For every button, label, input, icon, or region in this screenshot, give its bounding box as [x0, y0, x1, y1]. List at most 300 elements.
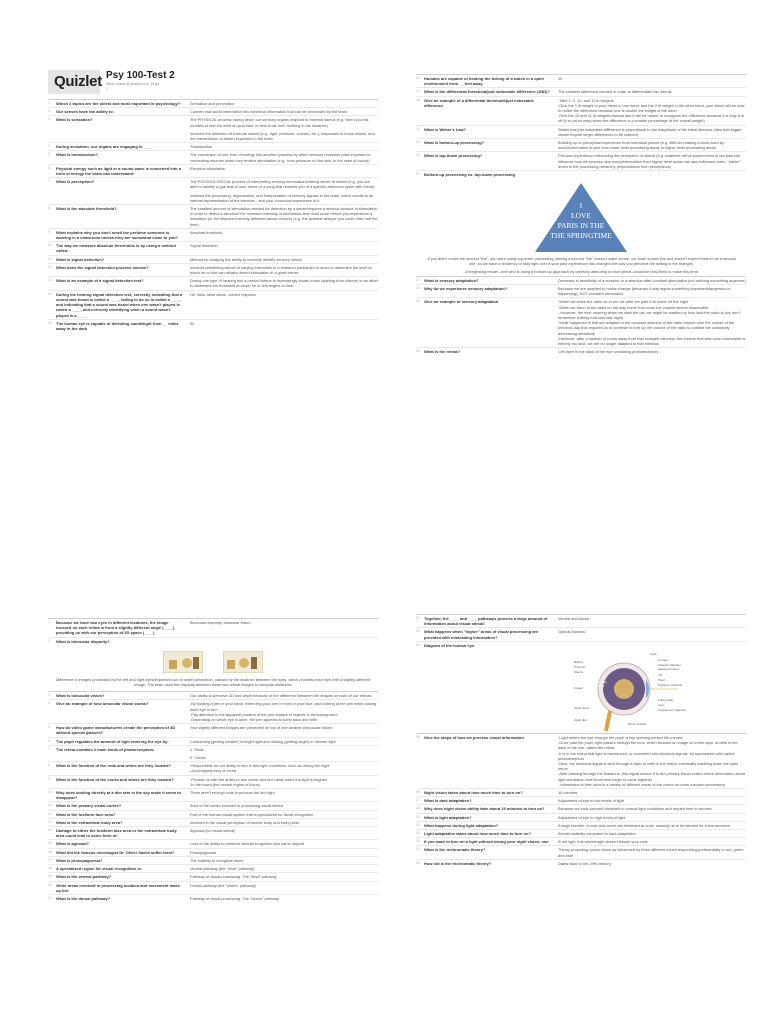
definition-paragraph: -Take 1, 2, 10, and 11 lb weights -Give the 1 lb weight to your friend in one hand, and the 2 lb weight in the other hand, your friend will be able to notice the difference because one is double the weight of the other -Give the 10 and 11 lb weights instead and it will be harder to recognize the difference because it is only a lb off (it is not so easy when the difference is a smaller percentage of the overall weight)	[558, 97, 745, 124]
card-term: Why does night vision ability take about 10 minutes to turn on?	[424, 806, 545, 812]
card-term: What is transduction?	[56, 152, 98, 158]
card-number: 3	[48, 117, 50, 122]
card-list	[416, 276, 746, 356]
card-row	[416, 284, 746, 297]
page-index: 1	[106, 87, 108, 91]
card-definition	[556, 629, 746, 639]
card-definition	[556, 790, 746, 795]
card-number: 15	[48, 320, 52, 325]
eye-label: Choroid	[574, 665, 585, 670]
card-term: What is dark adaptation?	[424, 798, 472, 804]
pyramid-caption-2: - A beginning reader--one who is using a bottom-up approach by carefully attending to each piece--would be less likely to make this error	[463, 268, 699, 274]
definition-paragraph: Optical illusions	[558, 629, 586, 635]
card-term: Physical energy such as light or a sound wave is converted into a form of energy the brain can understand:	[56, 165, 181, 177]
left-eye-image	[163, 651, 203, 673]
definition-paragraph: The PSYCHOLOGICAL process of interpreting sensory information/making sense of stimuli (e.g. you are able to identify a gas leak in your home or a song that reminds you of a specific afternoon spent with friend)	[190, 179, 375, 190]
eye-label: Retina	[574, 660, 583, 665]
card-number: 17	[416, 89, 420, 94]
pyramid-triangle	[534, 182, 628, 254]
definition-paragraph: The inability to recognize faces	[190, 857, 244, 863]
card-term: What is the dorsal pathway?	[56, 895, 111, 901]
card-number: 4	[48, 701, 50, 706]
card-definition	[188, 243, 378, 253]
card-definition	[188, 206, 378, 227]
definition-paragraph: Method for studying the ability to correctly identify sensory stimuli	[190, 256, 303, 262]
card-term: What is top-down processing?	[424, 153, 483, 159]
card-definition	[188, 866, 378, 871]
right-eye-image	[223, 651, 263, 673]
card-definition	[188, 803, 378, 808]
pyramid-line: PARIS IN THE	[557, 221, 605, 231]
card-row	[48, 818, 378, 826]
card-list	[48, 691, 378, 902]
card-row	[48, 839, 378, 847]
card-definition	[188, 278, 378, 288]
title-block	[106, 70, 175, 91]
card-term: What is the fusiform face area?	[56, 811, 116, 817]
card-term: What is signal detection?	[56, 256, 105, 262]
card-definition	[188, 101, 378, 106]
card-number: 32	[416, 839, 420, 844]
definition-paragraph: Adjustment of eye to low levels of light	[558, 798, 624, 804]
card-term: Damage to either the fusiform face area or the extrastriate body area could lead to some form of:	[56, 828, 177, 839]
definition-paragraph: Building up to perceptual experience from individual pieces (e.g. little kid reading a book word by word)/information is sent from lower-level processing areas to higher level processing areas	[558, 140, 725, 151]
card-row	[48, 255, 378, 263]
card-row	[416, 821, 746, 829]
card-term: Give an example of a differential threshold/just noticeable difference	[424, 97, 534, 108]
card-row	[416, 297, 746, 347]
card-term: What is the trichromatic theory?	[424, 847, 486, 853]
card-row	[48, 737, 378, 745]
card-row	[48, 723, 378, 736]
card-definition	[556, 806, 746, 811]
card-row	[48, 856, 378, 864]
card-term: The retina contains 2 main kinds of photoreceptors:	[56, 746, 155, 752]
card-row	[416, 96, 746, 125]
card-term: A specialized region for visual recognition is:	[56, 866, 143, 872]
card-row	[416, 859, 746, 867]
definition-paragraph: There aren't enough rods to process the dim light	[190, 790, 275, 796]
definition-paragraph: Cell layer in the back of the eye containing photoreceptors	[558, 349, 659, 355]
page-panel-3	[48, 618, 378, 902]
card-definition	[556, 616, 746, 626]
card-number: 25	[416, 299, 420, 304]
definition-paragraph: 30	[190, 320, 195, 326]
definition-paragraph: 10 minutes	[558, 790, 578, 796]
card-definition	[188, 166, 378, 176]
definition-paragraph: Almost instantly compared to dark adaptation	[558, 831, 636, 837]
card-row	[48, 319, 378, 332]
pyramid-line: I	[579, 201, 583, 211]
card-row	[48, 290, 378, 319]
card-definition	[188, 117, 378, 141]
card-row	[416, 845, 746, 858]
card-number: 31	[416, 831, 420, 836]
card-number: 8	[48, 763, 50, 768]
card-term: Give an example of sensory adaptation	[424, 299, 499, 305]
card-term: What is the ventral pathway?	[56, 874, 112, 880]
card-row	[416, 796, 746, 804]
card-definition	[188, 257, 378, 262]
card-definition	[188, 109, 378, 114]
card-term: What is prosopagnosia?	[56, 857, 103, 863]
card-term: Why do we experience sensory adaptation?	[424, 286, 508, 292]
eye-label: Lens	[658, 703, 665, 708]
card-term: Light adaptation takes about how much time to turn on?	[424, 831, 531, 837]
card-row	[48, 864, 378, 872]
card-row	[416, 641, 746, 649]
definition-paragraph: Loss of the ability to perceive stimuli/recognition and name objects	[190, 841, 305, 847]
card-term: What is sensation?	[56, 117, 93, 123]
card-row	[48, 848, 378, 856]
definition-paragraph: 2. Cones	[190, 755, 206, 761]
card-term: What is sensory adaptation?	[424, 277, 479, 283]
card-definition	[188, 874, 378, 879]
card-definition	[188, 321, 378, 331]
card-number: 28	[416, 806, 420, 811]
card-definition	[556, 798, 746, 803]
card-list	[416, 74, 746, 178]
card-definition	[556, 98, 746, 124]
card-definition	[188, 812, 378, 817]
card-term: Give an example of how binocular vision works?	[56, 701, 149, 707]
definition-paragraph: Ventral and dorsal	[558, 616, 590, 621]
card-row	[416, 74, 746, 87]
eye-label: Cornea	[658, 658, 668, 663]
card-term: During sensation, our organs are engaging in ____	[56, 144, 153, 150]
card-list	[48, 99, 378, 332]
card-row	[48, 761, 378, 774]
card-term: What is the differential threshold/just noticeable difference (JND)?	[424, 89, 550, 95]
card-term: Together, the ____ and ____ pathways process a large amount of information about visual stimuli	[424, 616, 548, 627]
card-term: Humans are capable of hearing the ticking of a watch in a quiet environment from __ feet away	[424, 76, 544, 87]
definition-paragraph: A large number of rods and cones are bleached at once, causing us to be blinded for a few seconds	[558, 822, 730, 828]
disparity-caption: Difference in images processed by the left and right eyes/important cue of depth perception, caused by the distance between the eyes, which provides each eye with a slightly different image. The brain uses the disparity between these two retinal images to compute distances	[55, 676, 371, 688]
pyramid-line: THE SPRINGTIME	[550, 231, 612, 241]
card-row	[48, 788, 378, 801]
definition-paragraph: -Provide us with the ability to see colour and fine detail when the light is brighter -In the fovea (the central region of focus)	[190, 776, 328, 787]
card-number: 20	[416, 140, 420, 145]
card-definition	[556, 349, 746, 354]
definition-paragraph: During one type of hearing test a person listens to increasingly louder tones (starting from silence) in an effort to determine the threshold at which he or she begins to hear	[190, 278, 379, 289]
card-term: What does the signal detection process involve?	[56, 264, 149, 270]
card-number: 5	[48, 152, 50, 157]
card-number: 14	[48, 291, 52, 296]
card-definition	[188, 820, 378, 825]
card-number: 26	[416, 349, 420, 354]
card-row	[48, 618, 378, 637]
card-term: Give the steps of how we process visual information	[424, 735, 524, 741]
card-definition	[556, 76, 746, 86]
card-row	[416, 347, 746, 355]
card-number: 12	[48, 264, 52, 269]
card-definition	[556, 153, 746, 169]
card-row	[416, 627, 746, 640]
card-row	[48, 826, 378, 839]
definition-paragraph: The conversion of one form of energy into another (process by which sensory reception pass impulses to connecting neurons when they receive stimulation (e.g., from pressure on the skin, in the case of touch))	[190, 152, 372, 163]
card-definition	[188, 777, 378, 787]
eye-label: Sclera	[574, 670, 583, 675]
card-number: 21	[416, 153, 420, 158]
eye-label: Pupil	[658, 678, 665, 683]
eye-label: humor	[596, 684, 605, 689]
card-definition	[188, 152, 378, 162]
pyramid-caption: -If you didn't notice the second "the", you were using top-down processing (having a second "the" doesn't make sense, our brain knows this and doesn't expect there to be a second one, so we have a tendency to skip right over it-your past experience has changed the way you perceive the writing in the triangle)	[426, 256, 736, 267]
definition-paragraph: Adjustment of eye to high levels of light	[558, 814, 626, 820]
card-number: 10	[48, 243, 52, 248]
card-term: Which 2 topics are the oldest and most important in psychology?	[56, 101, 181, 106]
card-number: 6	[48, 738, 50, 743]
card-list	[416, 614, 746, 649]
eye-label: blood vessels	[628, 722, 647, 727]
definition-paragraph: Because we are adapted to notice change (because it may signal something important/dangerous is happening), NOT constant stimulation	[558, 286, 732, 297]
card-definition	[188, 841, 378, 846]
page-panel-1	[48, 70, 378, 332]
card-number: 5	[48, 725, 50, 730]
card-number: 12	[48, 811, 52, 816]
card-number: 9	[48, 776, 50, 781]
card-row	[416, 276, 746, 284]
card-number: 20	[48, 882, 52, 887]
card-term: What explains why you don't smell the perfume someone is wearing in a classroom unless they are somewhat close to you?	[56, 229, 179, 241]
pyramid-line: LOVE	[571, 211, 591, 221]
card-number: 26	[416, 790, 420, 795]
card-row	[48, 276, 378, 289]
quizlet-logo[interactable]: Quizlet	[48, 70, 100, 94]
card-number: 11	[48, 803, 52, 808]
card-row	[48, 894, 378, 902]
card-definition	[556, 815, 746, 820]
card-row	[416, 614, 746, 627]
card-row	[416, 813, 746, 821]
card-definition	[556, 172, 746, 177]
card-definition	[188, 858, 378, 863]
card-row	[416, 804, 746, 812]
eye-label: Light	[650, 652, 657, 657]
card-number: 4	[48, 144, 50, 149]
card-number: 19	[48, 874, 52, 879]
card-term: Why does looking directly at a dim star in the sky make it seem to disappear?	[56, 790, 181, 801]
card-row	[416, 87, 746, 95]
page-panel-2	[416, 74, 746, 356]
card-definition	[188, 230, 378, 240]
eye-illustration	[566, 649, 686, 733]
card-term: What happens during light adaptation?	[424, 822, 499, 828]
card-term: How do video game manufacturers create the perception of 3D without special glasses?	[56, 725, 176, 736]
card-number: 3	[48, 693, 50, 698]
definition-paragraph: Dorsal pathway (the "where" pathway)	[190, 882, 256, 888]
card-definition	[556, 847, 746, 857]
card-definition	[188, 896, 378, 901]
card-definition	[556, 861, 746, 866]
definition-paragraph: Hit, miss, false alarm, correct rejection	[190, 291, 256, 297]
card-term: Bottom-up processing vs. top-down processing	[424, 172, 515, 178]
card-term: What is light adaptation?	[424, 814, 472, 820]
card-term: What happens when "higher" areas of visual processing are provided with misleading information?	[424, 629, 539, 640]
definition-paragraph: Transduction	[190, 144, 213, 150]
definition-paragraph: Involves presenting stimuli of varying intensities to a research participant in order to determine the level at which he or she can reliably detect stimulation in a given sense	[190, 264, 373, 276]
definition-paragraph: Decrease in sensitivity of a receptor to a stimulus after constant stimulation (not noticing something anymore)	[558, 277, 746, 283]
card-row	[48, 699, 378, 723]
card-term: Other areas involved in processing location and movement make up the:	[56, 882, 180, 893]
definition-paragraph: Ventral pathway (the "what" pathway)	[190, 866, 255, 872]
card-number: 2	[48, 638, 50, 643]
card-definition	[188, 763, 378, 773]
card-number: 2	[48, 109, 50, 114]
card-number: 24	[416, 286, 420, 291]
card-row	[48, 107, 378, 115]
card-row	[48, 241, 378, 254]
card-number: 19	[416, 126, 420, 131]
definition-paragraph: -Responsible for our ability to see in dim light conditions, such as during the night -Around/periphery of fovea	[190, 763, 330, 774]
card-definition	[188, 739, 378, 744]
definition-paragraph: Two slightly different images are presented on top of one another (binocular vision)	[190, 725, 333, 731]
card-row	[48, 99, 378, 107]
card-row	[48, 263, 378, 276]
card-row	[48, 115, 378, 142]
card-definition	[556, 735, 746, 787]
card-definition	[188, 701, 378, 722]
card-term: What is the function of the rods and where are they located?	[56, 763, 171, 769]
card-row	[416, 837, 746, 845]
card-definition	[188, 292, 378, 318]
card-row	[48, 228, 378, 241]
card-number: 22	[416, 172, 420, 177]
card-row	[48, 801, 378, 809]
card-number: 25	[416, 735, 420, 740]
card-definition	[556, 89, 746, 94]
card-definition	[188, 883, 378, 893]
page-subtitle: Study online at quizlet.com/_51yr4	[106, 82, 160, 86]
card-term: Diagram of the human eye:	[424, 642, 476, 648]
eye-label: Optic nerve	[574, 706, 590, 711]
definition-paragraph: Involves the detection of external stimuli (e.g., light, pressure, colours, etc.), responses to those stimuli, and the transmission of these responses to the brain	[190, 130, 376, 142]
card-row-figure	[48, 637, 378, 692]
definition-paragraph: Previous experience influencing the perception of stimuli (e.g. whatever we've experienced in our past will influence how we process new ones)/information from higher-level areas can also influence lower, "earlier" levels in the processing hierarchy (expectations from perceptions)	[558, 153, 742, 169]
card-number: 21	[48, 895, 52, 900]
card-number: 18	[416, 97, 420, 102]
definition-paragraph: Involved in the visual perception of human body and body parts	[190, 819, 300, 825]
card-number: 16	[48, 849, 52, 854]
definition-paragraph: Theory proposing colour vision as influenced by three different cones responding preferentially to red, green and blue	[558, 847, 745, 858]
definition-paragraph: States that just noticeable difference is proportional to the magnitude of the initial stimulus (idea that bigger stimuli require larger differences to be noticed)	[558, 126, 743, 137]
eye-label: aqueous humor	[658, 667, 679, 672]
card-number: 1	[48, 620, 50, 624]
card-term: The human eye is capable of detecting candlelight from __ miles away in the dark	[56, 320, 179, 331]
card-number: 24	[416, 642, 420, 647]
pyramid-figure	[416, 182, 746, 256]
card-term: What is the primary visual cortex?	[56, 803, 122, 809]
card-term: Our senses have the ability to:	[56, 109, 115, 115]
eye-label: Ciliary body	[658, 698, 674, 703]
card-number: 7	[48, 746, 50, 751]
card-definition	[188, 790, 378, 800]
card-row	[48, 177, 378, 204]
card-definition	[556, 299, 746, 346]
card-term: What is bottom-up processing?	[424, 140, 484, 146]
card-number: 13	[48, 819, 52, 824]
card-term: What is perception?	[56, 179, 95, 185]
card-definition	[556, 839, 746, 844]
card-number: 18	[48, 866, 52, 871]
card-definition: Binocular disparity, binocular vision	[190, 620, 251, 625]
card-term: What is binocular vision?	[56, 693, 105, 699]
card-row	[48, 164, 378, 177]
card-definition	[556, 286, 746, 296]
card-number: 16	[416, 76, 420, 80]
card-definition	[556, 140, 746, 150]
card-term: What is the retina?	[424, 349, 460, 355]
card-term: What is the function of the cones and where are they located?	[56, 776, 174, 782]
definition-paragraph: -Light enters the eye through the pupil, a tiny opening behind the cornea -Once past the pupil, light passes through the lens, which focuses an image on a thin layer of cells in the back of the eye, called the retina -It is in the retina that light is transduced, or converted into electrical signals, by specialized cells called photoreceptors -Next, the electrical signal is sent through a layer of cells in the retina, eventually traveling down the optic nerve -After passing through the thalamus, this signal makes it to the primary visual cortex where information about light orientation and movement begin to come together - Information is then sent to a variety of different areas of the cortex for more complex processing	[558, 735, 746, 787]
definition-paragraph: Sensation and perception	[190, 101, 235, 106]
header	[48, 70, 378, 96]
definition-paragraph: Signal detection	[190, 243, 218, 249]
card-term: How old is the trichromatic theory?	[424, 860, 492, 866]
card-term: What is the absolute threshold?	[56, 206, 117, 212]
definition-paragraph: A red light, this wavelength doesn't bleach your rods	[558, 839, 648, 845]
card-row	[416, 138, 746, 151]
definition-paragraph: Agnosia (for visual stimuli)	[190, 828, 236, 834]
card-number: 7	[48, 179, 50, 184]
definition-paragraph: Our ability to perceive 3D and depth because of the difference between the images on each of our retinas	[190, 693, 372, 699]
card-row	[416, 125, 746, 138]
card-definition	[188, 747, 378, 760]
card-term: What is an example of a signal detection test?	[56, 278, 144, 284]
card-definition	[556, 127, 746, 137]
eye-diagram	[416, 649, 746, 733]
card-term: What is binocular disparity?	[56, 638, 110, 644]
card-number: 33	[416, 847, 420, 852]
card-number: 17	[48, 857, 52, 862]
definition-paragraph: Pathway of visual processing. The "what" pathway	[190, 874, 277, 880]
card-row	[48, 150, 378, 163]
card-row	[48, 881, 378, 894]
card-row	[48, 204, 378, 228]
card-row	[416, 788, 746, 796]
card-term: If you want to turn on a light without losing your night vision, use:	[424, 839, 550, 845]
card-number: 29	[416, 814, 420, 819]
card-row	[416, 170, 746, 178]
definition-paragraph: Involves the processing, organization, and interpretation of sensory signals in the brain, which results in an internal representation of the stimulus - and your conscious experience of it	[190, 192, 375, 203]
card-row	[416, 151, 746, 170]
card-number: 22	[416, 616, 420, 620]
definition-paragraph: Contracting (getting smaller) in bright light and dilating (getting larger) in dimmer light	[190, 738, 336, 744]
card-row	[48, 775, 378, 788]
card-term: What is Weber's Law?	[424, 126, 466, 132]
card-number: 34	[416, 860, 420, 865]
eye-label: Iris	[658, 673, 662, 678]
card-term: The way we measure absolute thresholds is by using a method called:	[56, 243, 176, 254]
card-number: 15	[48, 841, 52, 846]
card-number: 27	[416, 798, 420, 803]
definition-paragraph: Area of the cortex involved in processing visual stimuli	[190, 803, 284, 809]
eye-label: Anterior chamber	[658, 663, 682, 668]
card-definition	[188, 144, 378, 149]
definition-paragraph: Dates back to the 19th century	[558, 860, 611, 866]
card-number: 8	[48, 206, 50, 211]
card-definition	[188, 725, 378, 735]
card-number: 11	[48, 256, 52, 261]
card-number: 9	[48, 229, 50, 234]
page-panel-4	[416, 614, 746, 867]
card-definition	[188, 828, 378, 838]
card-number: 1	[48, 101, 50, 105]
card-term: Night vision takes about how much time to turn on?	[424, 790, 523, 796]
card-number: 30	[416, 822, 420, 827]
definition-paragraph: Absolute threshold	[190, 229, 223, 235]
card-number: 10	[48, 790, 52, 795]
